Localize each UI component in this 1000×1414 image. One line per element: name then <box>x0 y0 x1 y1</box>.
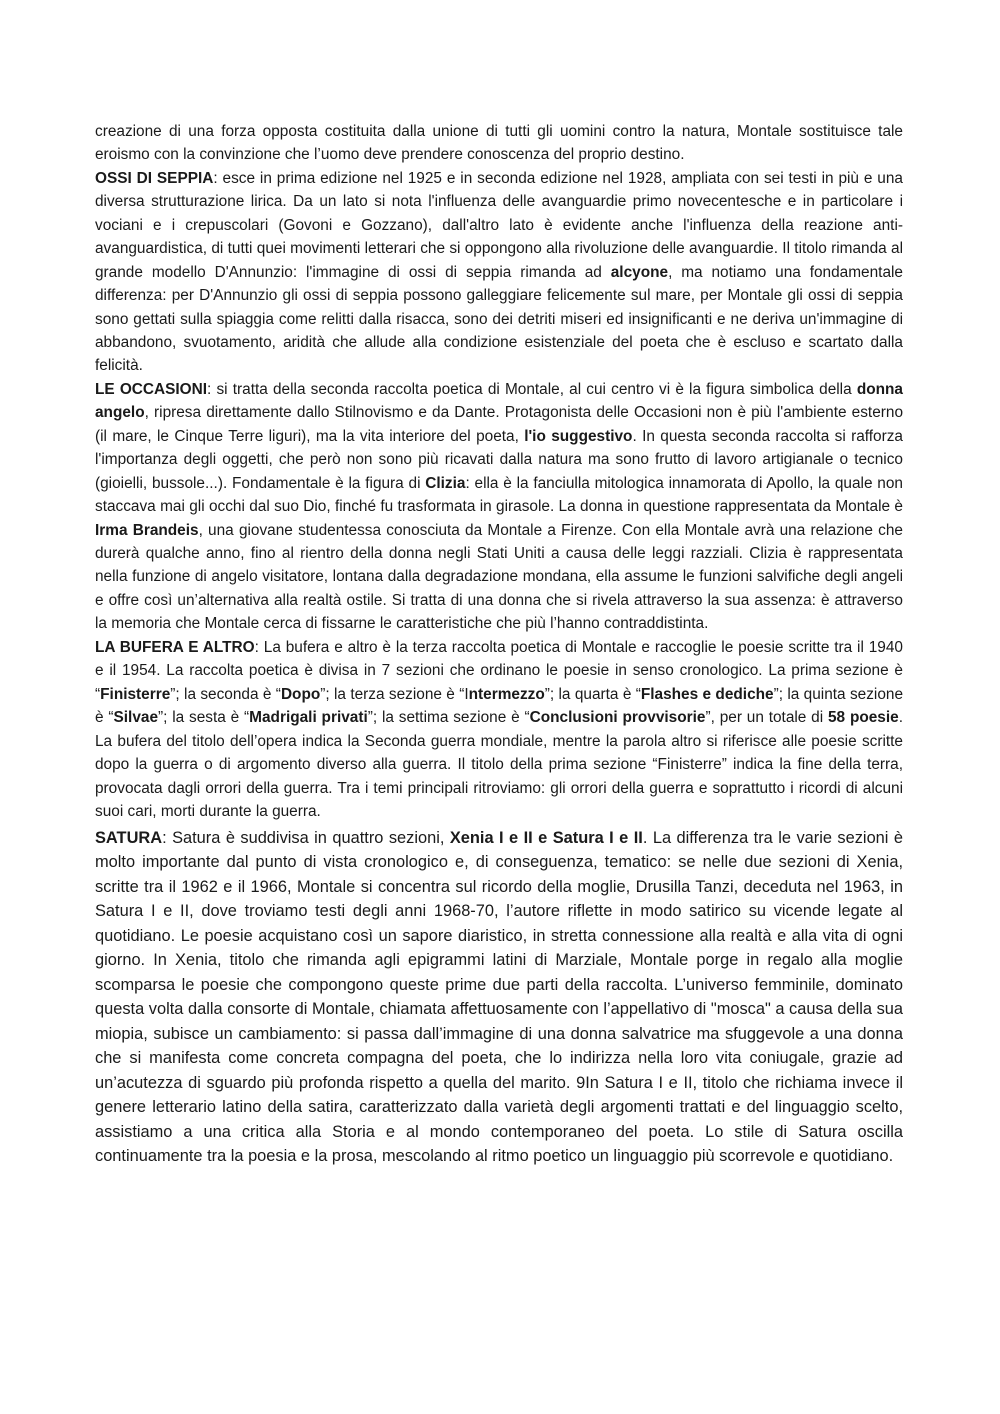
paragraph-text: : si tratta della seconda raccolta poetica di Montale, al cui centro vi è la figura simbolica della <box>207 380 857 398</box>
paragraph-text: : Satura è suddivisa in quattro sezioni, <box>162 828 450 847</box>
paragraph-text: , una giovane studentessa conosciuta da Montale a Firenze. Con ella Montale avrà una relazione che durerà qualche anno, fino al rientro della donna negli Stati Uniti a causa delle leggi razziali. Clizia è rappresentata nella funzione di angelo visitatore, lontana dalla degradazione mondana, ella assume le funzioni salvifiche degli angeli e offre così un’alternativa alla realtà ostile. Si tratta di una donna che si rivela attraverso la sua assenza: è attraverso la memoria che Montale cerca di fissarne le caratteristiche che più l’hanno contraddistinta. <box>95 521 903 633</box>
bold-term: Clizia <box>425 474 466 492</box>
paragraph-text: , ripresa direttamente dallo Stilnovismo e da Dante. Protagonista delle Occasioni non è più l'ambiente esterno (il mare, le Cinque Terre liguri), ma la vita interiore del poeta, <box>95 404 903 445</box>
paragraph-text: ”; la terza sezione è “I <box>320 685 469 703</box>
paragraph-text: . In questa seconda raccolta si rafforza l'importanza degli oggetti, che però non sono più ricavati dalla natura ma sono frutto di lavoro artigianale o tecnico (gioielli, bussole...). Fondamentale è la figura di <box>95 427 903 492</box>
satura-paragraph <box>95 826 903 1169</box>
intro-paragraph <box>95 120 903 167</box>
ossi-di-seppia-heading: OSSI DI SEPPIA <box>95 169 214 187</box>
paragraph-text: ”; la sesta è “ <box>158 709 250 727</box>
paragraph-text: , ma notiamo una fondamentale differenza: per D'Annunzio gli ossi di seppia possono galleggiare felicemente sul mare, per Montale gli ossi di seppia sono gettati sulla spiaggia come relitti dalla risacca, sono dei detriti miseri ed insignificanti e ne deriva un'immagine di abbandono, svuotamento, aridità che allude alla condizione esistenziale del poeta che è escluso e scartato dalla felicità. <box>95 263 903 375</box>
bold-term: Conclusioni provvisorie <box>529 709 706 727</box>
bold-term: donna angelo <box>95 380 903 422</box>
satura-heading: SATURA <box>95 828 163 847</box>
bold-term: ntermezzo <box>468 685 545 703</box>
bold-term: Finisterre <box>100 685 171 703</box>
bold-term: Dopo <box>280 685 321 703</box>
bold-term: alcyone <box>610 263 669 281</box>
paragraph-text: : La bufera e altro è la terza raccolta poetica di Montale e raccoglie le poesie scritte tra il 1940 e il 1954. La raccolta poetica è divisa in 7 sezioni che ordinano le poesie in senso cronologico. La prima sezione è “ <box>95 638 903 703</box>
paragraph-text: ”; la settima sezione è “ <box>367 709 530 727</box>
bold-term: Xenia I e II e Satura I e II <box>449 828 643 847</box>
bold-term: Irma Brandeis <box>95 521 199 539</box>
ossi-di-seppia-paragraph <box>95 167 903 378</box>
paragraph-text: ”; la quarta è “ <box>544 685 641 703</box>
bold-term: Silvae <box>113 709 159 727</box>
paragraph-text: : esce in prima edizione nel 1925 e in seconda edizione nel 1928, ampliata con sei testi in più e una diversa strutturazione lirica. Da un lato si nota l'influenza delle avanguardie primo novecentesche e in particolare i vociani e i crepuscolari (Govoni e Gozzano), dall'altro lato è evidente anche l'influenza della reazione anti-avanguardistica, di tutti quei movimenti letterari che si oppongono alla rivoluzione delle avanguardie. Il titolo rimanda al grande modello D'Annunzio: l'immagine di ossi di seppia rimanda ad <box>95 169 903 281</box>
le-occasioni-paragraph <box>95 378 903 636</box>
la-bufera-heading: LA BUFERA E ALTRO <box>95 638 255 656</box>
intro-text: creazione di una forza opposta costituita dalla unione di tutti gli uomini contro la natura, Montale sostituisce tale eroismo con la convinzione che l’uomo deve prendere conoscenza del proprio destino. <box>95 123 903 164</box>
paragraph-text: ”; la quinta sezione è “ <box>95 685 903 727</box>
paragraph-text: . La differenza tra le varie sezioni è molto importante dal punto di vista cronologico e, di conseguenza, tematico: se nelle due sezioni di Xenia, scritte tra il 1962 e il 1966, Montale si concentra sul ricordo della moglie, Drusilla Tanzi, deceduta nel 1963, in Satura I e II, dove troviamo testi degli anni 1968-70, l’autore riflette in modo satirico su vicende legate al quotidiano. Le poesie acquistano così un sapore diaristico, in stretta connessione alla realtà e alla vita di ogni giorno. In Xenia, titolo che rimanda agli epigrammi latini di Marziale, Montale porge in regalo alla moglie scomparsa le poesie che compongono queste prime due parti della raccolta. L’universo femminile, dominato questa volta dalla consorte di Montale, chiamata affettuosamente con l’appellativo di "mosca" a causa della sua miopia, subisce un cambiamento: si passa dall’immagine di una donna salvatrice ma sfuggevole a una donna che si manifesta come concreta compagna del poeta, che lo indirizza nella loro vita coniugale, grazie ad un’acutezza di sguardo più profonda rispetto a quella del marito. 9In Satura I e II, titolo che richiama invece il genere letterario latino della satira, caratterizzato dalla varietà degli argomenti trattati e del linguaggio scelto, assistiamo a una critica alla Storia e al mondo contemporaneo del poeta. Lo stile di Satura oscilla continuamente tra la poesia e la prosa, mescolando al ritmo poetico un linguaggio più scorrevole e quotidiano. <box>95 828 904 1166</box>
la-bufera-paragraph <box>95 636 903 824</box>
bold-term: Flashes e dediche <box>640 685 774 703</box>
bold-term: Madrigali privati <box>249 709 368 727</box>
bold-term: 58 poesie <box>828 709 899 727</box>
paragraph-text: ”, per un totale di <box>705 709 828 727</box>
paragraph-text: ”; la seconda è “ <box>170 685 281 703</box>
document-page <box>95 120 903 1169</box>
bold-term: l'io suggestivo <box>524 427 633 445</box>
le-occasioni-heading: LE OCCASIONI <box>95 380 208 398</box>
paragraph-text: : ella è la fanciulla mitologica innamorata di Apollo, la quale non staccava mai gli occhi dal suo Dio, finché fu trasformata in girasole. La donna in questione rappresentata da Montale è <box>95 474 903 516</box>
paragraph-text: . La bufera del titolo dell’opera indica la Seconda guerra mondiale, mentre la parola altro si riferisce alle poesie scritte dopo la guerra o di argomento diverso alla guerra. Il titolo della prima sezione “Finisterre” indica la fine della terra, provocata dagli orrori della guerra. Tra i temi principali ritroviamo: gli orrori della guerra e soprattutto i ricordi di alcuni suoi cari, morti durante la guerra. <box>95 709 903 821</box>
